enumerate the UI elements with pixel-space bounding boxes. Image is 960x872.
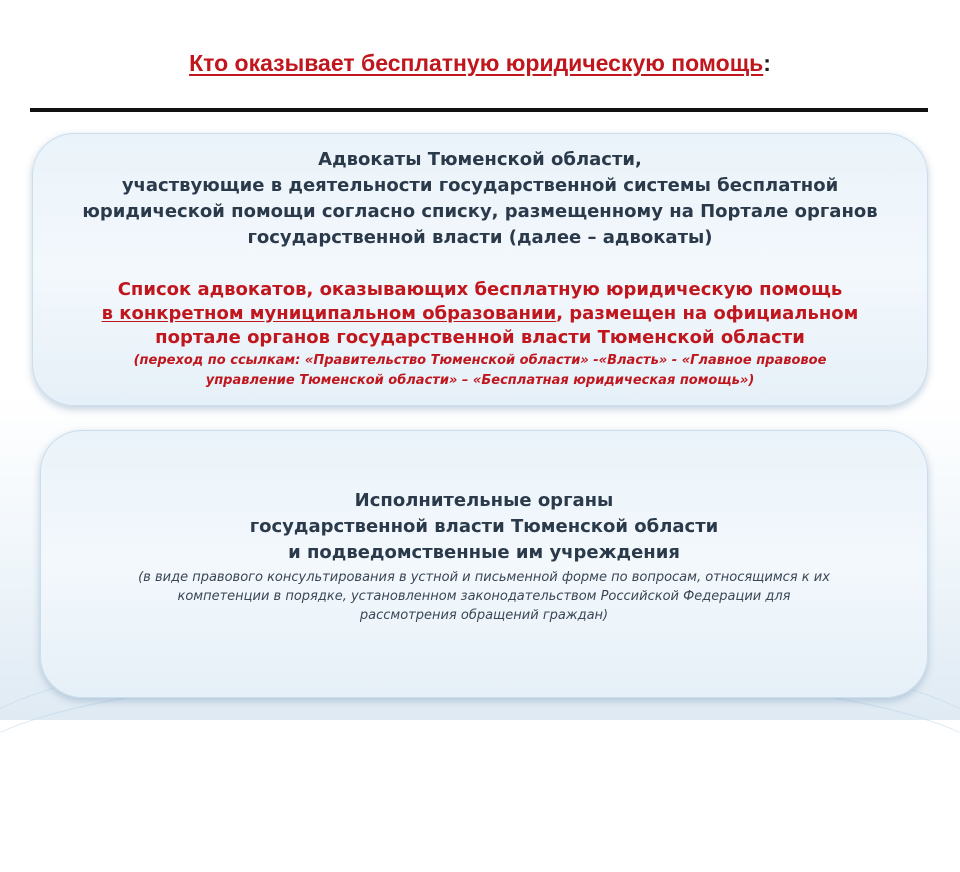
executive-heading-line: и подведомственные им учреждения <box>288 542 680 563</box>
advocates-heading-line: юридической помощи согласно списку, размещенному на Портале органов <box>82 201 878 222</box>
executive-bodies-heading <box>40 488 928 566</box>
executive-bodies-panel <box>40 430 928 698</box>
executive-heading-line: государственной власти Тюменской области <box>249 516 719 537</box>
advocates-heading-line: Адвокаты Тюменской области, <box>318 149 642 170</box>
navigation-path-note <box>32 351 928 391</box>
list-info-line: Список адвокатов, оказывающих бесплатную юридическую помощь <box>117 279 843 300</box>
consultation-note <box>40 568 928 625</box>
title-divider <box>30 108 928 112</box>
navigation-note-line: (переход по ссылкам: «Правительство Тюменской области» -«Власть» - «Главное правовое <box>133 353 827 368</box>
list-info-line <box>32 302 928 326</box>
background-wave <box>0 670 960 872</box>
consultation-note-line: компетенции в порядке, установленном законодательством Российской Федерации для <box>177 589 791 604</box>
list-info-line-rest: , размещен на официальном <box>556 303 859 324</box>
advocates-heading <box>32 147 928 251</box>
page-title <box>0 50 960 77</box>
consultation-note-line: рассмотрения обращений граждан) <box>359 608 609 623</box>
page-title-text: Кто оказывает бесплатную юридическую помощь <box>189 50 764 76</box>
advocates-panel <box>32 133 928 406</box>
municipality-underlined-text: в конкретном муниципальном образовании <box>101 303 557 324</box>
advocates-heading-line: участвующие в деятельности государственной системы бесплатной <box>121 175 839 196</box>
consultation-note-line: (в виде правового консультирования в устной и письменной форме по вопросам, относящимся к их <box>138 570 830 585</box>
list-info-line: портале органов государственной власти Тюменской области <box>155 327 805 348</box>
advocates-heading-line: государственной власти (далее – адвокаты) <box>247 227 713 248</box>
navigation-note-line: управление Тюменской области» – «Бесплатная юридическая помощь») <box>205 373 755 388</box>
page-title-colon: : <box>763 50 771 76</box>
advocates-list-info <box>32 278 928 350</box>
executive-heading-line: Исполнительные органы <box>354 490 614 511</box>
